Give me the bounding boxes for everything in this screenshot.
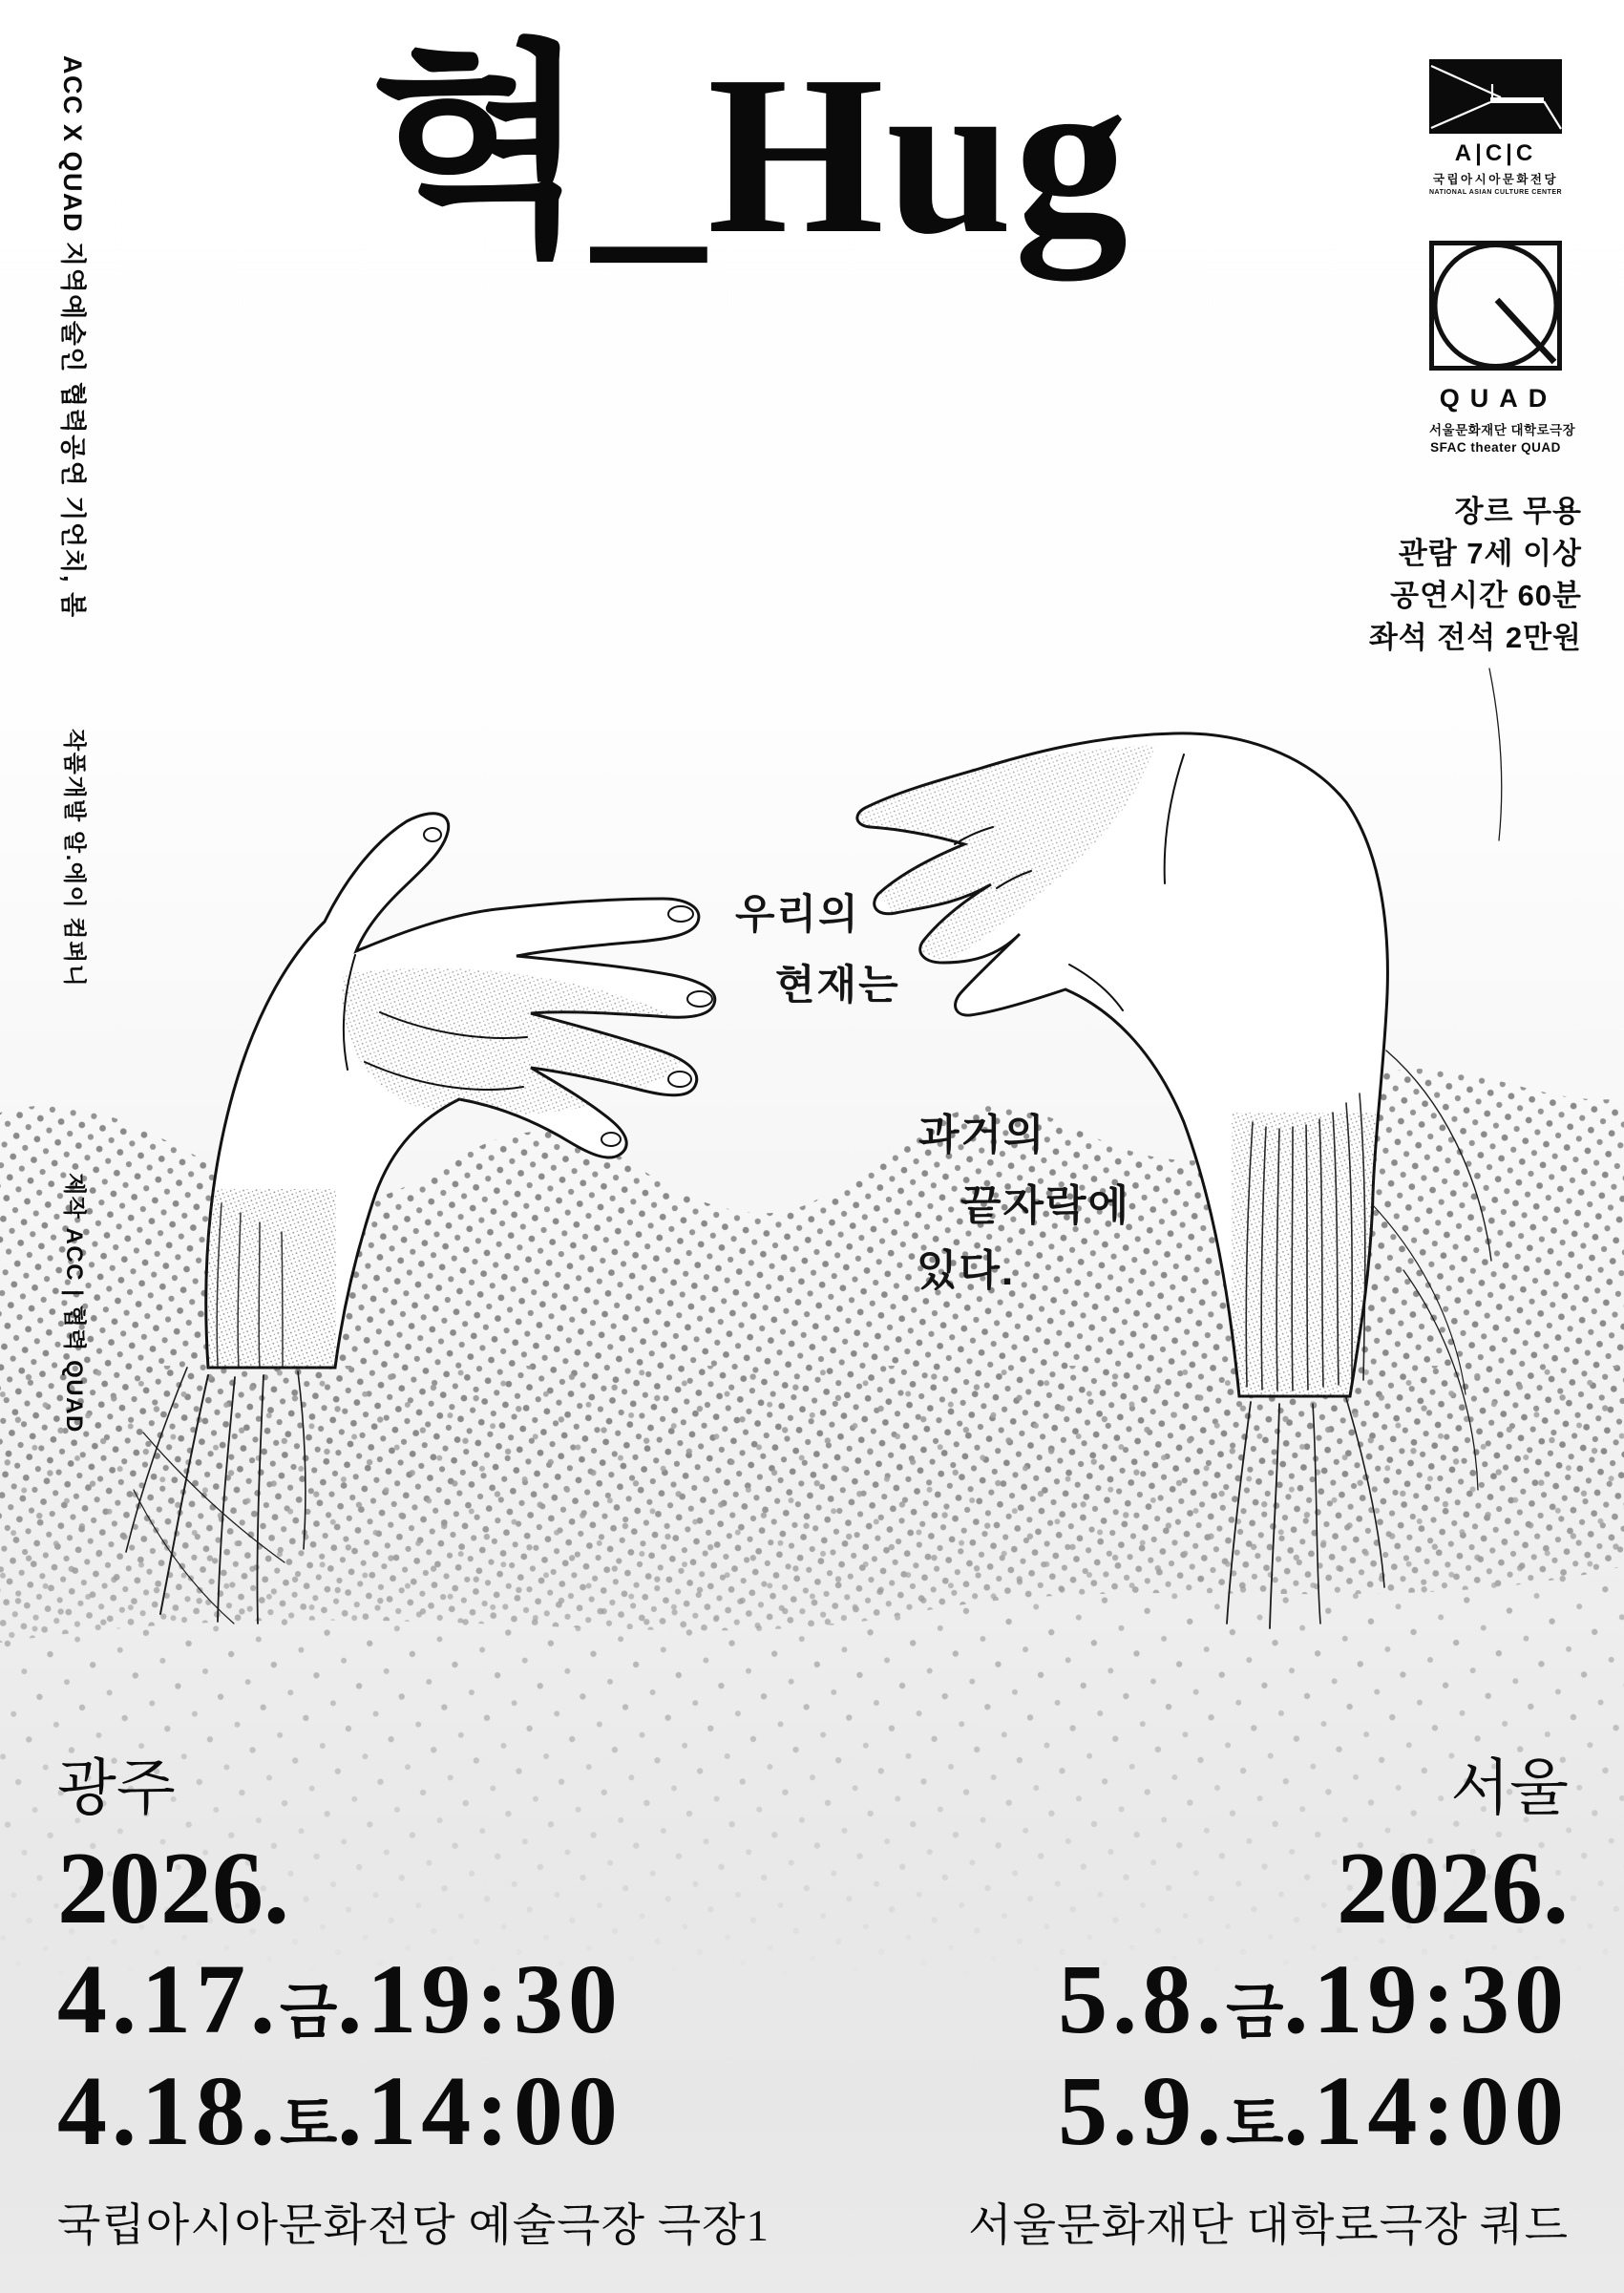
show-details: [1369, 491, 1582, 659]
quote-line-4: 끝자락에: [960, 1182, 1131, 1229]
gwangju-date-1: 4.17.금.19:30: [57, 1944, 622, 2055]
year-seoul: 2026.: [1337, 1832, 1569, 1946]
city-seoul: 서울: [1450, 1754, 1569, 1822]
detail-genre: 장르 무용: [1454, 495, 1582, 528]
seoul-date-2: 5.9.토.14:00: [1058, 2055, 1569, 2166]
poster-title: 혁_Hug: [370, 30, 1130, 281]
quad-name-korean: 서울문화재단 대학로극장: [1429, 423, 1576, 437]
quad-logo: [1429, 241, 1576, 455]
quad-name-english: SFAC theater QUAD: [1430, 440, 1561, 455]
detail-runtime: 공연시간 60분: [1390, 579, 1582, 612]
acc-acronym: A|C|C: [1454, 140, 1537, 166]
side-text-development: 작품개발 알.에이 컴퍼니: [61, 729, 87, 988]
schedule-gwangju: [57, 1755, 840, 2254]
acc-name-english: NATIONAL ASIAN CULTURE CENTER: [1429, 189, 1563, 196]
detail-age: 관람 7세 이상: [1398, 537, 1582, 570]
quote-line-2: 현재는: [775, 963, 900, 1008]
weekday: 금: [1226, 1980, 1284, 2047]
quote-line-5: 있다.: [917, 1247, 1016, 1294]
weekday: 토: [280, 2091, 338, 2157]
quote-line-3: 과거의: [918, 1112, 1046, 1158]
venue-seoul: 서울문화재단 대학로극장 쿼드: [968, 2200, 1569, 2251]
quad-logo-mark: [1429, 241, 1562, 371]
side-text-production: 제작 ACC | 협력 QUAD: [61, 1173, 87, 1433]
detail-price: 좌석 전석 2만원: [1368, 621, 1582, 654]
venue-gwangju: 국립아시아문화전당 예술극장 극장1: [57, 2200, 770, 2251]
weekday: 토: [1226, 2091, 1284, 2157]
acc-logo-mark: [1429, 59, 1562, 134]
gwangju-date-2: 4.18.토.14:00: [57, 2055, 622, 2166]
weekday: 금: [280, 1980, 338, 2047]
side-text-collab: ACC X QUAD 지역예술인 협력공연 기언치, 봄: [58, 55, 87, 619]
city-gwangju: 광주: [57, 1754, 176, 1822]
quote-line-1: 우리의: [735, 892, 860, 938]
acc-name-korean: 국립아시아문화전당: [1432, 173, 1559, 186]
schedule-seoul: [786, 1755, 1569, 2254]
acc-logo: [1429, 59, 1562, 196]
quad-wordmark: QUAD: [1439, 384, 1558, 413]
year-gwangju: 2026.: [57, 1832, 289, 1946]
seoul-date-1: 5.8.금.19:30: [1058, 1944, 1569, 2055]
